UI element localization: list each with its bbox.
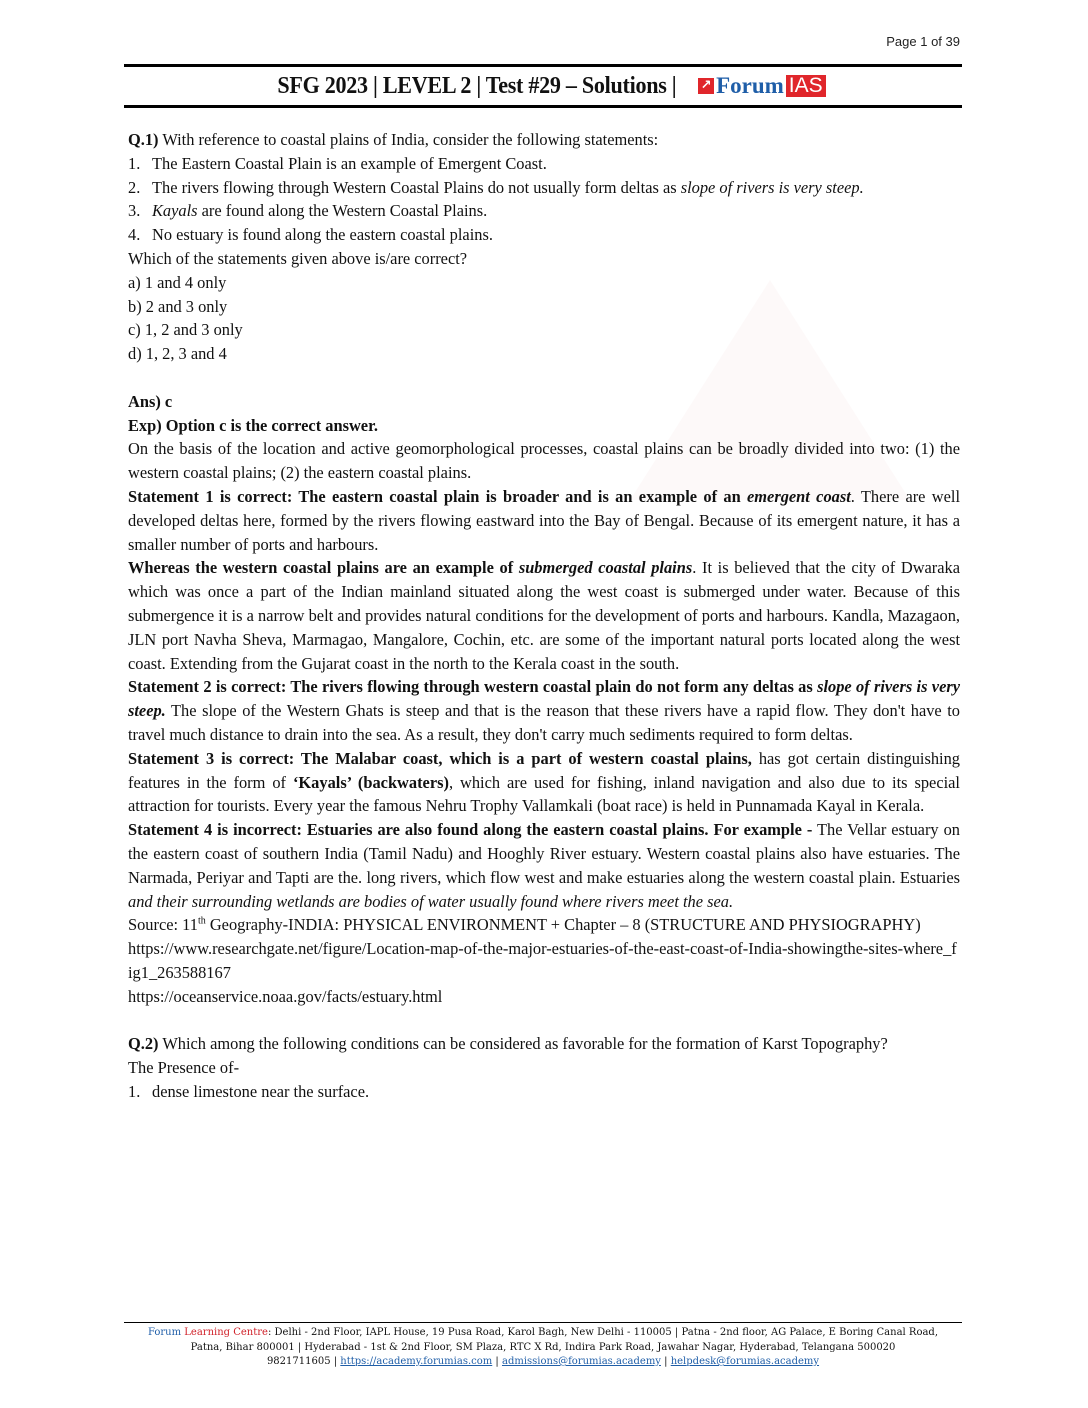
q1-statement-3-explanation: Statement 3 is correct: The Malabar coast, which is a part of western coastal plains, has got certain distinguishing features in the form of ‘Kayals’ (backwaters), which are used for fishing, inland navigation and also due to its special attraction for tourists. Every year the famous Nehru Trophy Vallamkali (boat race) is held in Punnamada Kayal in Kerala. [128, 748, 960, 816]
page-number: Page 1 of 39 [886, 34, 960, 49]
q1-option-d: d) 1, 2, 3 and 4 [128, 344, 227, 364]
footer-learning-centre: Learning Centre [181, 1327, 268, 1338]
q1-option-b: b) 2 and 3 only [128, 296, 228, 316]
q1-stem: Q.1) With reference to coastal plains of India, consider the following statements: [128, 130, 659, 149]
q1-statements [128, 152, 960, 247]
q1-label: Q.1) [128, 130, 159, 149]
list-item: 4. No estuary is found along the eastern coastal plains. [128, 225, 493, 245]
q1-source: Source: 11th Geography-INDIA: PHYSICAL ENVIRONMENT + Chapter – 8 (STRUCTURE AND PHYSIOGRAPHY) [128, 915, 921, 935]
q1-western-plains-explanation: Whereas the western coastal plains are an example of submerged coastal plains. It is believed that the city of Dwaraka which was once a part of the Indian mainland situated along the west coast is submerged under water. Because of this submergence it is a narrow belt and provides natural conditions for the development of ports and harbours. Kandla, Mazagaon, JLN port Navha Sheva, Marmagao, Mangalore, Cochin, etc. are some of the important natural ports located along the west coast. Extending from the Gujarat coast in the north to the Kerala coast in the south. [128, 558, 961, 673]
footer-forum: Forum [147, 1327, 182, 1338]
q1-prompt: Which of the statements given above is/are correct? [128, 248, 468, 268]
q2-label: Q.2) [128, 1034, 159, 1054]
list-item: 2. The rivers flowing through Western Coastal Plains do not usually form deltas as slope of rivers is very steep. [128, 177, 864, 197]
q1-answer: Ans) c [128, 391, 173, 411]
q1-option-c: c) 1, 2 and 3 only [128, 320, 243, 340]
list-item: 1. The Eastern Coastal Plain is an example of Emergent Coast. [128, 153, 547, 173]
q1-option-a: a) 1 and 4 only [128, 272, 227, 292]
q1-intro: On the basis of the location and active geomorphological processes, coastal plains can be broadly divided into two: (1) the western coastal plains; (2) the eastern coastal plains. [128, 439, 960, 483]
logo-ias-text: IAS [786, 75, 826, 97]
q2-statements [128, 1080, 960, 1104]
q1-statement-4-explanation: Statement 4 is incorrect: Estuaries are also found along the eastern coastal plains. For example - The Vellar estuary on the eastern coast of southern India (Tamil Nadu) and Hooghly River estuary. Western coastal plains also have estuaries. The Narmada, Periyar and Tapti are the. long rivers, which flow west and make estuaries along the western coastal plain. Estuaries and their surrounding wetlands are bodies of water usually found where rivers meet the sea. [128, 820, 960, 911]
footer-link-admissions[interactable]: admissions@forumias.academy [501, 1356, 661, 1367]
footer-divider [124, 1322, 962, 1323]
forumias-logo [698, 75, 826, 97]
q1-statement-2-explanation: Statement 2 is correct: The rivers flowing through western coastal plain do not form any deltas as slope of rivers is very steep. The slope of the Western Ghats is steep and that is the reason that these rivers have a rapid flow. They don't have to travel much distance to drain into the sea. As a result, they don't carry much sediments required to form deltas. [128, 677, 960, 744]
logo-forum-text: Forum [716, 73, 784, 98]
list-item: 1. dense limestone near the surface. [128, 1081, 370, 1101]
document-body [128, 128, 960, 1104]
footer-address-line2: Patna, Bihar 800001 | Hyderabad - 1st & 2nd Floor, SM Plaza, RTC X Rd, Indira Park Road, Jawahar Nagar, Hyderabad, Telangana 500020 [190, 1341, 896, 1353]
q2-lead: The Presence of- [128, 1058, 240, 1078]
header-title: SFG 2023 | LEVEL 2 | Test #29 – Solutions | [277, 72, 677, 99]
arrow-icon: ↗ [698, 78, 714, 94]
q2-stem: Q.2) Which among the following conditions can be considered as favorable for the formation of Karst Topography? [128, 1034, 888, 1054]
document-header [124, 64, 962, 108]
source-link-researchgate[interactable]: https://www.researchgate.net/figure/Location-map-of-the-major-estuaries-of-the-east-coast-of-India-showingthe-sites-where_fig1_263588167 [128, 939, 957, 982]
footer-link-academy[interactable]: https://academy.forumias.com [340, 1356, 493, 1367]
q1-statement-1-explanation: Statement 1 is correct: The eastern coastal plain is broader and is an example of an emergent coast. There are well developed deltas here, formed by the rivers flowing eastward into the Bay of Bengal. Because of its emergent nature, it has a smaller number of ports and harbours. [128, 486, 961, 554]
footer-phone: 9821711605 [266, 1356, 331, 1367]
footer-link-helpdesk[interactable]: helpdesk@forumias.academy [670, 1356, 820, 1367]
page-footer: Forum Learning Centre: Delhi - 2nd Floor, IAPL House, 19 Pusa Road, Karol Bagh, New Delhi - 110005 | Patna - 2nd floor, AG Palace, E Boring Canal Road, Patna, Bihar 800001 | Hyderabad - 1st & 2nd Floor, SM Plaza, RTC X Rd, Indira Park Road, Jawahar Nagar, Hyderabad, Telangana 500020 9821711605 | https://academy.forumias.com | admissions@forumias.academy | helpdesk@forumias.academy [124, 1326, 962, 1370]
list-item: 3. Kayals are found along the Western Coastal Plains. [128, 201, 488, 221]
q1-explanation-heading: Exp) Option c is the correct answer. [128, 415, 378, 435]
source-link-noaa[interactable]: https://oceanservice.noaa.gov/facts/estuary.html [128, 986, 443, 1006]
